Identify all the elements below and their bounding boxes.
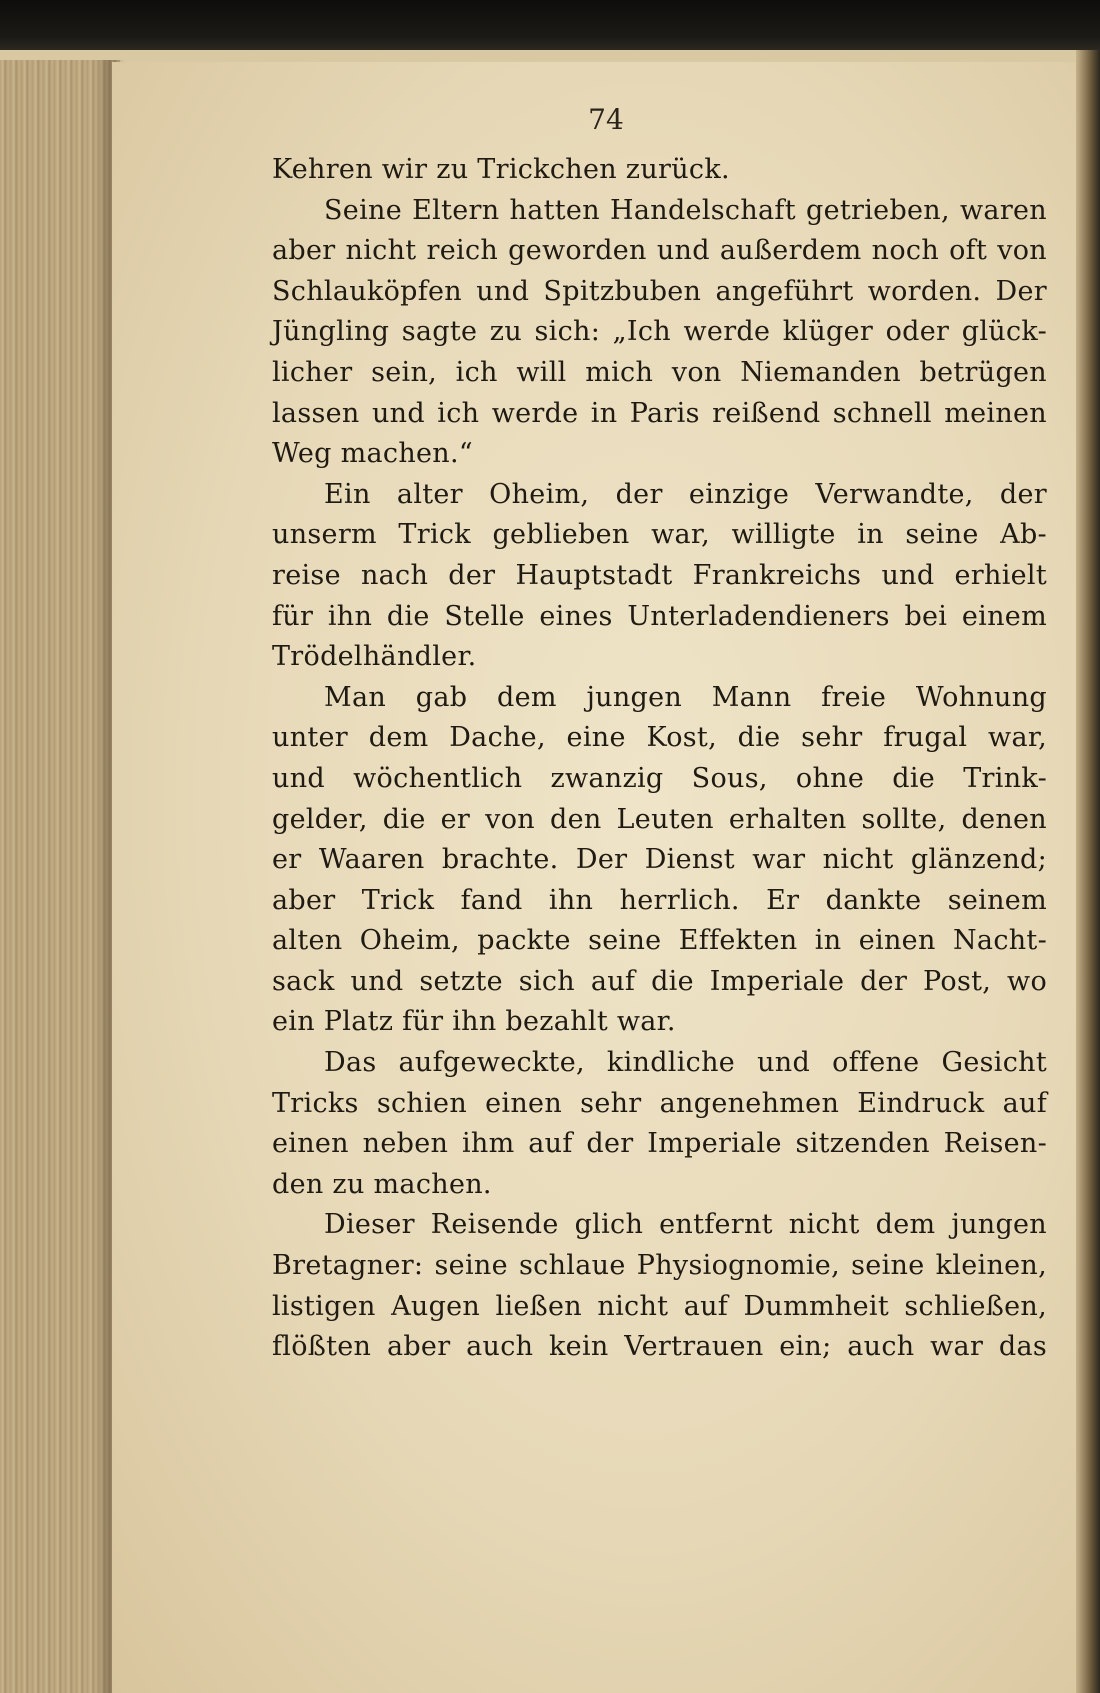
text-line: Ein alter Oheim, der einzige Verwandte, der (324, 478, 1047, 510)
text-line: er Waaren brachte. Der Dienst war nicht glänzend; (272, 844, 1047, 876)
text-line: Kehren wir zu Trickchen zurück. (272, 154, 730, 185)
text-line: unter dem Dache, eine Kost, die sehr frugal war, (272, 722, 1047, 754)
text-line: Schlauköpfen und Spitzbuben angeführt worden. Der (272, 275, 1047, 307)
page-number: 74 (588, 103, 624, 136)
right-binding-edge (1076, 50, 1100, 1693)
text-line: Bretagner: seine schlaue Physiognomie, seine kleinen, (272, 1250, 1047, 1282)
text-line: den zu machen. (272, 1168, 492, 1200)
text-line: Dieser Reisende glich entfernt nicht dem jungen (324, 1209, 1047, 1241)
text-line: Seine Eltern hatten Handelschaft getrieben, waren (324, 194, 1047, 226)
text-line: Trödelhändler. (272, 641, 477, 673)
text-line: sack und setzte sich auf die Imperiale der Post, wo (272, 965, 1047, 997)
text-line: reise nach der Hauptstadt Frankreichs und erhielt (272, 559, 1047, 591)
text-line: gelder, die er von den Leuten erhalten sollte, denen (272, 803, 1047, 835)
body-text (272, 150, 1047, 1368)
text-line: Weg machen.“ (272, 438, 473, 470)
text-line: unserm Trick geblieben war, willigte in seine Ab- (272, 519, 1047, 551)
text-line: und wöchentlich zwanzig Sous, ohne die Trink- (272, 762, 1047, 794)
text-line: listigen Augen ließen nicht auf Dummheit schließen, (272, 1290, 1047, 1322)
text-line: aber nicht reich geworden und außerdem noch oft von (272, 235, 1047, 267)
text-line: Jüngling sagte zu sich: „Ich werde klüger oder glück- (272, 316, 1047, 348)
text-line: ein Platz für ihn bezahlt war. (272, 1006, 676, 1038)
text-line: einen neben ihm auf der Imperiale sitzenden Reisen- (272, 1128, 1047, 1160)
text-line: flößten aber auch kein Vertrauen ein; auch war das (272, 1331, 1047, 1363)
text-line: lassen und ich werde in Paris reißend schnell meinen (272, 397, 1047, 429)
text-line: für ihn die Stelle eines Unterladendieners bei einem (272, 600, 1047, 632)
text-line: Das aufgeweckte, kindliche und offene Gesicht (324, 1047, 1047, 1079)
text-line: aber Trick fand ihn herrlich. Er dankte seinem (272, 884, 1047, 916)
text-line: Tricks schien einen sehr angenehmen Eindruck auf (272, 1087, 1047, 1119)
text-line: licher sein, ich will mich von Niemanden betrügen (272, 356, 1047, 388)
text-line: alten Oheim, packte seine Effekten in einen Nacht- (272, 925, 1047, 957)
text-line: Man gab dem jungen Mann freie Wohnung (324, 681, 1047, 713)
